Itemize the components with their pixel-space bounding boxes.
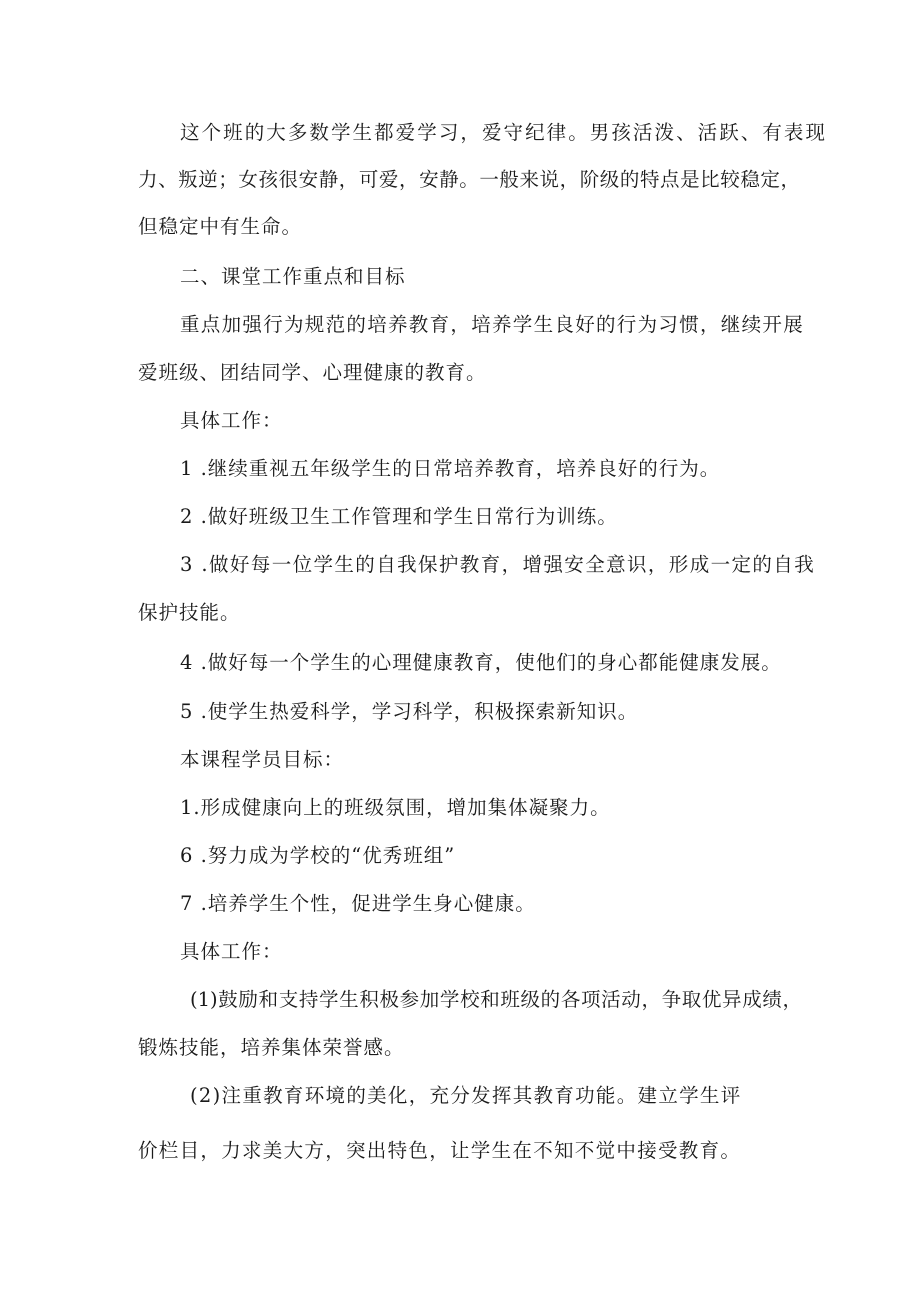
paragraph-2-line-1: 重点加强行为规范的培养教育，培养学生良好的行为习惯，继续开展 — [180, 313, 805, 336]
goal-item-6: 6 .努力成为学校的“优秀班组” — [180, 844, 456, 867]
paragraph-2-line-2: 爱班级、团结同学、心理健康的教育。 — [138, 361, 487, 384]
measure-1-line-2: 锻炼技能，培养集体荣誉感。 — [138, 1036, 405, 1059]
measure-2-line-2: 价栏目，力求美大方，突出特色，让学生在不知不觉中接受教育。 — [138, 1139, 742, 1162]
list-item-3-line-1: 3 .做好每一位学生的自我保护教育，增强安全意识，形成一定的自我 — [180, 553, 816, 576]
goal-item-1: 1.形成健康向上的班级氛围，增加集体凝聚力。 — [180, 796, 611, 819]
goal-item-7: 7 .培养学生个性，促进学生身心健康。 — [180, 892, 536, 915]
list-item-2: 2 .做好班级卫生工作管理和学生日常行为训练。 — [180, 505, 618, 528]
specific-work-heading-1: 具体工作： — [180, 409, 283, 432]
list-item-5: 5 .使学生热爱科学，学习科学，积极探索新知识。 — [180, 700, 639, 723]
paragraph-1-line-3: 但稳定中有生命。 — [138, 215, 303, 238]
measure-1-line-1: (1)鼓励和支持学生积极参加学校和班级的各项活动，争取优异成绩， — [190, 988, 802, 1011]
measure-2-line-1: (2)注重教育环境的美化，充分发挥其教育功能。建立学生评 — [190, 1084, 742, 1107]
list-item-3-line-2: 保护技能。 — [138, 601, 241, 624]
list-item-4: 4 .做好每一个学生的心理健康教育，使他们的身心都能健康发展。 — [180, 651, 782, 674]
paragraph-1-line-2: 力、叛逆；女孩很安静，可爱，安静。一般来说，阶级的特点是比较稳定， — [138, 168, 800, 191]
course-goals-heading: 本课程学员目标： — [180, 748, 345, 771]
list-item-1: 1 .继续重视五年级学生的日常培养教育，培养良好的行为。 — [180, 457, 721, 480]
section-heading-2: 二、课堂工作重点和目标 — [180, 265, 406, 288]
paragraph-1-line-1: 这个班的大多数学生都爱学习，爱守纪律。男孩活泼、活跃、有表现 — [180, 121, 825, 144]
specific-work-heading-2: 具体工作： — [180, 940, 283, 963]
